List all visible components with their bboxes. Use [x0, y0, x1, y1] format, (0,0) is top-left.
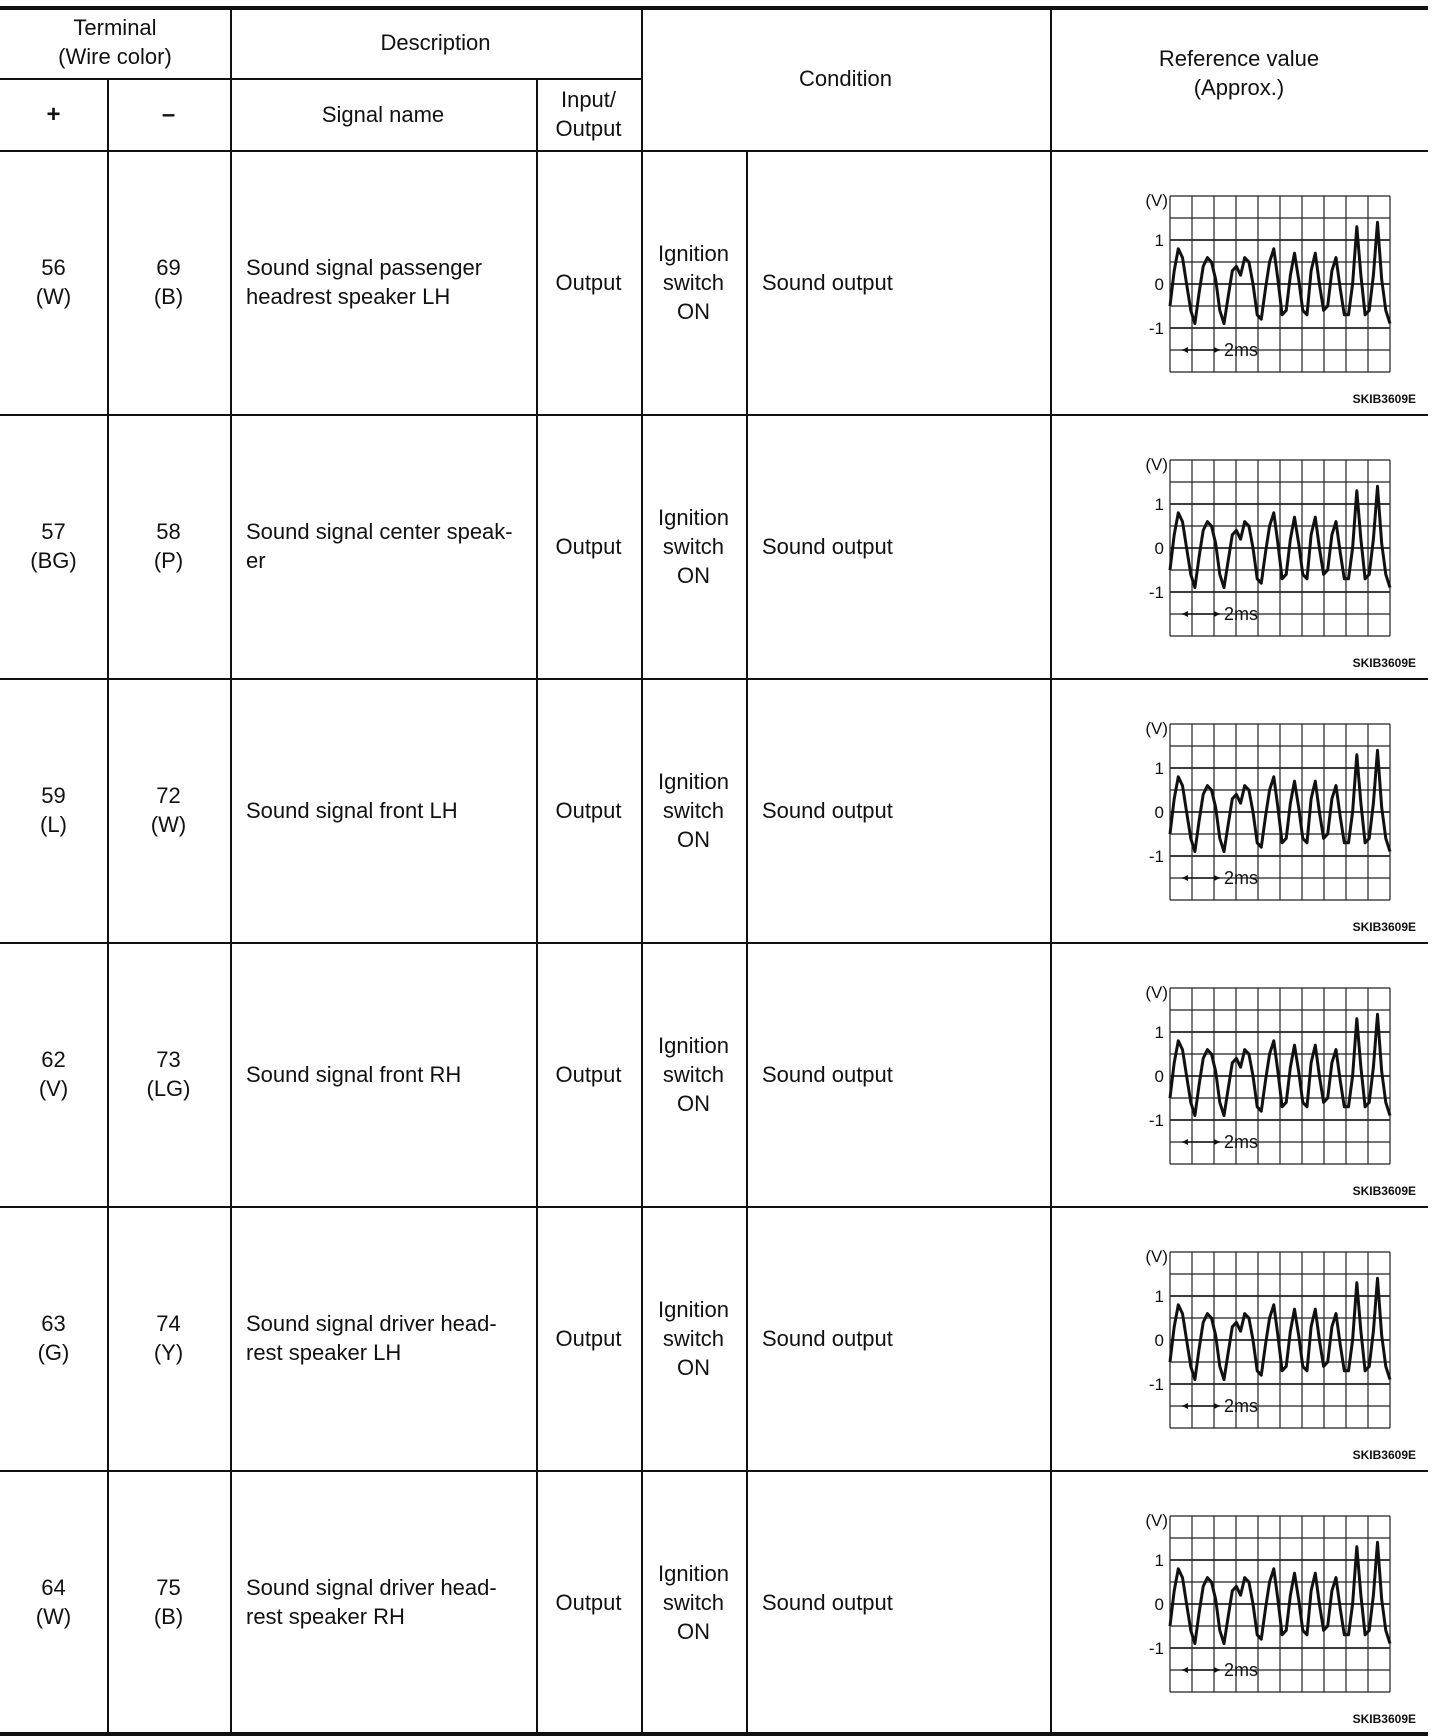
terminal-plus — [0, 678, 107, 942]
header-io-line: Input/ — [560, 87, 617, 112]
header-minus-text: – — [161, 100, 176, 128]
condition-state — [762, 150, 1050, 414]
io-direction-text: Output — [555, 269, 622, 295]
terminal-minus-lines — [154, 1573, 183, 1631]
terminal-plus-lines — [39, 1045, 68, 1103]
header-condition-text: Condition — [799, 65, 892, 91]
y-tick-label: 1 — [1154, 759, 1164, 778]
terminal-minus-line: (W) — [150, 812, 187, 837]
column-border — [230, 1470, 232, 1734]
condition-state-lines — [762, 268, 893, 297]
terminal-plus-line: 56 — [41, 255, 66, 280]
time-scale-arrow — [1182, 1667, 1188, 1673]
waveform-svg — [1090, 720, 1420, 935]
terminal-minus — [107, 942, 230, 1206]
condition-switch-line: switch — [662, 1589, 725, 1615]
terminal-minus-line: 69 — [156, 255, 181, 280]
column-border — [1050, 150, 1052, 414]
column-border — [536, 150, 538, 414]
terminal-plus — [0, 1470, 107, 1734]
figure-id: SKIB3609E — [1352, 392, 1416, 406]
signal-name-lines — [246, 796, 458, 825]
header-description — [230, 6, 641, 78]
io-direction-text: Output — [555, 1589, 622, 1615]
column-border — [107, 78, 109, 150]
terminal-minus-line: 74 — [156, 1311, 181, 1336]
y-tick-label: 1 — [1154, 1023, 1164, 1042]
condition-state — [762, 1206, 1050, 1470]
time-scale-arrow — [1214, 1139, 1220, 1145]
column-border — [1050, 942, 1052, 1206]
signal-name-line: er — [246, 548, 266, 573]
terminal-minus-line: (Y) — [153, 1340, 184, 1365]
io-direction-text: Output — [555, 1325, 622, 1351]
y-tick-label: 0 — [1154, 1331, 1164, 1350]
io-direction — [536, 678, 641, 942]
y-tick-label: 1 — [1154, 231, 1164, 250]
terminal-minus-lines — [154, 253, 183, 311]
condition-switch-line: Ignition — [658, 1560, 729, 1586]
signal-name — [246, 1470, 530, 1734]
column-border — [107, 678, 109, 942]
terminal-plus-line: (L) — [40, 812, 67, 837]
terminal-plus — [0, 942, 107, 1206]
column-border — [107, 942, 109, 1206]
terminal-minus — [107, 414, 230, 678]
condition-switch — [641, 678, 746, 942]
condition-state-lines — [762, 532, 893, 561]
header-io — [536, 78, 641, 150]
column-border — [536, 942, 538, 1206]
time-scale-label: 2ms — [1224, 868, 1259, 888]
column-border — [746, 150, 748, 414]
terminal-plus-lines — [40, 781, 67, 839]
column-border — [746, 414, 748, 678]
condition-state-text: Sound output — [762, 1061, 893, 1087]
figure-id: SKIB3609E — [1352, 1712, 1416, 1726]
condition-switch-line: ON — [676, 1090, 710, 1116]
terminal-minus-lines — [151, 781, 186, 839]
y-unit-label: (V) — [1145, 720, 1168, 738]
column-border — [536, 78, 538, 150]
terminal-minus-line: (B) — [153, 1604, 184, 1629]
y-tick-label: 0 — [1154, 1067, 1164, 1086]
io-direction-text: Output — [555, 533, 622, 559]
y-tick-label: 0 — [1154, 539, 1164, 558]
column-border — [230, 942, 232, 1206]
header-plus-text: + — [46, 100, 61, 128]
time-scale-arrow — [1182, 875, 1188, 881]
terminal-plus-line: 59 — [41, 783, 66, 808]
y-tick-label: 1 — [1154, 1287, 1164, 1306]
signal-name-lines — [246, 517, 513, 575]
condition-switch-lines — [658, 1295, 729, 1382]
signal-name-line: rest speaker RH — [246, 1604, 405, 1629]
terminal-minus — [107, 1470, 230, 1734]
terminal-plus-line: 64 — [41, 1575, 66, 1600]
io-direction — [536, 150, 641, 414]
time-scale-arrow — [1182, 1403, 1188, 1409]
y-tick-label: 0 — [1154, 803, 1164, 822]
waveform-svg — [1090, 1512, 1420, 1727]
y-tick-label: -1 — [1148, 583, 1164, 602]
column-border — [641, 414, 643, 678]
condition-state-text: Sound output — [762, 533, 893, 559]
io-direction-lines — [555, 1324, 621, 1353]
io-direction-lines — [555, 1060, 621, 1089]
y-tick-label: 1 — [1154, 1551, 1164, 1570]
condition-state — [762, 678, 1050, 942]
waveform-svg — [1090, 192, 1420, 407]
terminal-minus-lines — [154, 517, 183, 575]
time-scale-label: 2ms — [1224, 1132, 1259, 1152]
column-border — [230, 150, 232, 414]
signal-name-line: Sound signal center speak- — [246, 519, 513, 544]
condition-state — [762, 414, 1050, 678]
condition-state-lines — [762, 1060, 893, 1089]
time-scale-arrow — [1214, 611, 1220, 617]
terminal-plus-line: (G) — [37, 1340, 70, 1365]
condition-switch-lines — [658, 503, 729, 590]
condition-switch-line: ON — [676, 562, 710, 588]
condition-switch-lines — [658, 1559, 729, 1646]
column-border — [536, 1470, 538, 1734]
signal-name-line: Sound signal driver head- — [246, 1575, 497, 1600]
condition-state-text: Sound output — [762, 269, 893, 295]
terminal-minus-lines — [147, 1045, 191, 1103]
terminal-plus-line: (BG) — [30, 548, 77, 573]
y-unit-label: (V) — [1145, 1248, 1168, 1266]
condition-switch-line: switch — [662, 269, 725, 295]
terminal-plus-line: 63 — [41, 1311, 66, 1336]
condition-state-lines — [762, 1324, 893, 1353]
signal-name-line: Sound signal passenger — [246, 255, 483, 280]
signal-name — [246, 1206, 530, 1470]
time-scale-label: 2ms — [1224, 1660, 1259, 1680]
time-scale-arrow — [1182, 611, 1188, 617]
terminal-minus — [107, 150, 230, 414]
time-scale-arrow — [1214, 875, 1220, 881]
condition-switch-line: Ignition — [658, 768, 729, 794]
column-border — [641, 1206, 643, 1470]
header-reference-line: Reference value — [1158, 46, 1320, 71]
column-border — [536, 678, 538, 942]
figure-id: SKIB3609E — [1352, 1448, 1416, 1462]
y-tick-label: -1 — [1148, 319, 1164, 338]
header-reference — [1050, 6, 1428, 140]
header-condition-lines — [799, 64, 892, 93]
terminal-plus-line: (V) — [38, 1076, 69, 1101]
header-signal-name — [230, 78, 536, 150]
condition-switch-line: switch — [662, 797, 725, 823]
time-scale-arrow — [1182, 347, 1188, 353]
condition-switch-line: ON — [676, 1354, 710, 1380]
column-border — [1050, 1470, 1052, 1734]
io-direction-text: Output — [555, 797, 622, 823]
header-description-text: Description — [380, 29, 491, 55]
column-border — [230, 6, 232, 150]
io-direction-text: Output — [555, 1061, 622, 1087]
header-reference-lines — [1159, 44, 1319, 102]
io-direction-lines — [555, 532, 621, 561]
io-direction — [536, 414, 641, 678]
condition-switch — [641, 1470, 746, 1734]
header-terminal-lines — [58, 13, 172, 71]
signal-name-lines — [246, 1573, 497, 1631]
column-border — [107, 1206, 109, 1470]
time-scale-arrow — [1214, 1403, 1220, 1409]
header-minus — [107, 78, 230, 150]
io-direction — [536, 1470, 641, 1734]
condition-state — [762, 1470, 1050, 1734]
header-plus — [0, 78, 107, 150]
io-direction-lines — [555, 1588, 621, 1617]
signal-name-lines — [246, 253, 482, 311]
y-unit-label: (V) — [1145, 1512, 1168, 1530]
column-border — [641, 6, 643, 150]
condition-state-text: Sound output — [762, 1589, 893, 1615]
column-border — [1050, 1206, 1052, 1470]
terminal-plus-line: (W) — [35, 284, 72, 309]
header-signal-name-lines — [322, 100, 444, 129]
time-scale-arrow — [1214, 347, 1220, 353]
column-border — [746, 1470, 748, 1734]
terminal-minus — [107, 1206, 230, 1470]
waveform-svg — [1090, 984, 1420, 1199]
terminal-plus — [0, 414, 107, 678]
waveform-graph — [1090, 984, 1420, 1199]
column-border — [746, 1206, 748, 1470]
terminal-minus — [107, 678, 230, 942]
terminal-plus-lines — [38, 1309, 70, 1367]
signal-name-line: Sound signal front RH — [246, 1061, 462, 1087]
io-direction — [536, 942, 641, 1206]
column-border — [230, 1206, 232, 1470]
signal-name — [246, 678, 530, 942]
terminal-minus-line: 73 — [156, 1047, 181, 1072]
time-scale-arrow — [1182, 1139, 1188, 1145]
condition-switch-line: Ignition — [658, 504, 729, 530]
signal-name-lines — [246, 1309, 497, 1367]
condition-state — [762, 942, 1050, 1206]
column-border — [230, 678, 232, 942]
column-border — [107, 1470, 109, 1734]
header-description-lines — [380, 28, 490, 57]
header-terminal-line: (Wire color) — [58, 44, 172, 69]
io-direction — [536, 1206, 641, 1470]
figure-id: SKIB3609E — [1352, 1184, 1416, 1198]
y-tick-label: -1 — [1148, 847, 1164, 866]
waveform-graph — [1090, 1248, 1420, 1463]
terminal-plus-lines — [36, 253, 71, 311]
terminal-plus — [0, 1206, 107, 1470]
condition-state-lines — [762, 1588, 893, 1617]
condition-switch-line: Ignition — [658, 1296, 729, 1322]
signal-name — [246, 942, 530, 1206]
waveform-graph — [1090, 456, 1420, 671]
waveform-graph — [1090, 720, 1420, 935]
signal-name-line: Sound signal driver head- — [246, 1311, 497, 1336]
header-terminal — [0, 6, 230, 78]
terminal-plus — [0, 150, 107, 414]
column-border — [536, 414, 538, 678]
condition-switch-lines — [658, 767, 729, 854]
waveform-svg — [1090, 456, 1420, 671]
header-io-lines — [555, 85, 621, 143]
figure-id: SKIB3609E — [1352, 656, 1416, 670]
column-border — [107, 414, 109, 678]
io-direction-lines — [555, 268, 621, 297]
column-border — [1050, 414, 1052, 678]
terminal-minus-line: (LG) — [146, 1076, 191, 1101]
column-border — [641, 942, 643, 1206]
condition-switch — [641, 414, 746, 678]
time-scale-arrow — [1214, 1667, 1220, 1673]
y-unit-label: (V) — [1145, 192, 1168, 210]
terminal-plus-line: 57 — [41, 519, 66, 544]
terminal-plus-line: (W) — [35, 1604, 72, 1629]
terminal-minus-line: (B) — [153, 284, 184, 309]
condition-switch-line: Ignition — [658, 1032, 729, 1058]
y-tick-label: 0 — [1154, 275, 1164, 294]
column-border — [746, 942, 748, 1206]
waveform-graph — [1090, 1512, 1420, 1727]
column-border — [641, 150, 643, 414]
column-border — [230, 414, 232, 678]
condition-switch — [641, 942, 746, 1206]
column-border — [536, 1206, 538, 1470]
column-border — [1050, 678, 1052, 942]
terminal-minus-lines — [154, 1309, 183, 1367]
row-border — [0, 1732, 1428, 1736]
condition-switch-line: Ignition — [658, 240, 729, 266]
condition-switch-line: switch — [662, 1325, 725, 1351]
condition-switch — [641, 1206, 746, 1470]
time-scale-label: 2ms — [1224, 340, 1259, 360]
terminal-minus-line: (P) — [153, 548, 184, 573]
condition-switch-line: switch — [662, 1061, 725, 1087]
column-border — [641, 678, 643, 942]
header-minus-lines — [162, 100, 175, 129]
waveform-graph — [1090, 192, 1420, 407]
condition-switch-line: ON — [676, 298, 710, 324]
time-scale-label: 2ms — [1224, 1396, 1259, 1416]
figure-id: SKIB3609E — [1352, 920, 1416, 934]
condition-switch-line: ON — [676, 1618, 710, 1644]
condition-state-lines — [762, 796, 893, 825]
signal-name — [246, 150, 530, 414]
terminal-plus-lines — [36, 1573, 71, 1631]
signal-name — [246, 414, 530, 678]
y-tick-label: -1 — [1148, 1639, 1164, 1658]
time-scale-label: 2ms — [1224, 604, 1259, 624]
column-border — [746, 678, 748, 942]
header-io-line: Output — [555, 116, 622, 141]
terminal-minus-line: 75 — [156, 1575, 181, 1600]
signal-name-line: rest speaker LH — [246, 1340, 402, 1365]
signal-name-line: headrest speaker LH — [246, 284, 451, 309]
y-tick-label: -1 — [1148, 1111, 1164, 1130]
terminal-minus-line: 58 — [156, 519, 181, 544]
header-plus-lines — [46, 100, 60, 129]
condition-switch — [641, 150, 746, 414]
y-tick-label: 0 — [1154, 1595, 1164, 1614]
signal-name-line: Sound signal front LH — [246, 797, 458, 823]
column-border — [107, 150, 109, 414]
condition-state-text: Sound output — [762, 1325, 893, 1351]
header-signal-name-text: Signal name — [321, 101, 445, 127]
header-reference-line: (Approx.) — [1193, 75, 1285, 100]
y-unit-label: (V) — [1145, 456, 1168, 474]
terminal-minus-line: 72 — [156, 783, 181, 808]
column-border — [1050, 6, 1052, 150]
y-tick-label: 1 — [1154, 495, 1164, 514]
header-condition — [641, 6, 1050, 150]
waveform-svg — [1090, 1248, 1420, 1463]
io-direction-lines — [555, 796, 621, 825]
condition-state-text: Sound output — [762, 797, 893, 823]
terminal-plus-lines — [30, 517, 76, 575]
condition-switch-lines — [658, 1031, 729, 1118]
terminal-plus-line: 62 — [41, 1047, 66, 1072]
header-terminal-line: Terminal — [73, 15, 157, 40]
condition-switch-line: ON — [676, 826, 710, 852]
column-border — [641, 1470, 643, 1734]
condition-switch-line: switch — [662, 533, 725, 559]
signal-name-lines — [246, 1060, 461, 1089]
condition-switch-lines — [658, 239, 729, 326]
y-unit-label: (V) — [1145, 984, 1168, 1002]
y-tick-label: -1 — [1148, 1375, 1164, 1394]
